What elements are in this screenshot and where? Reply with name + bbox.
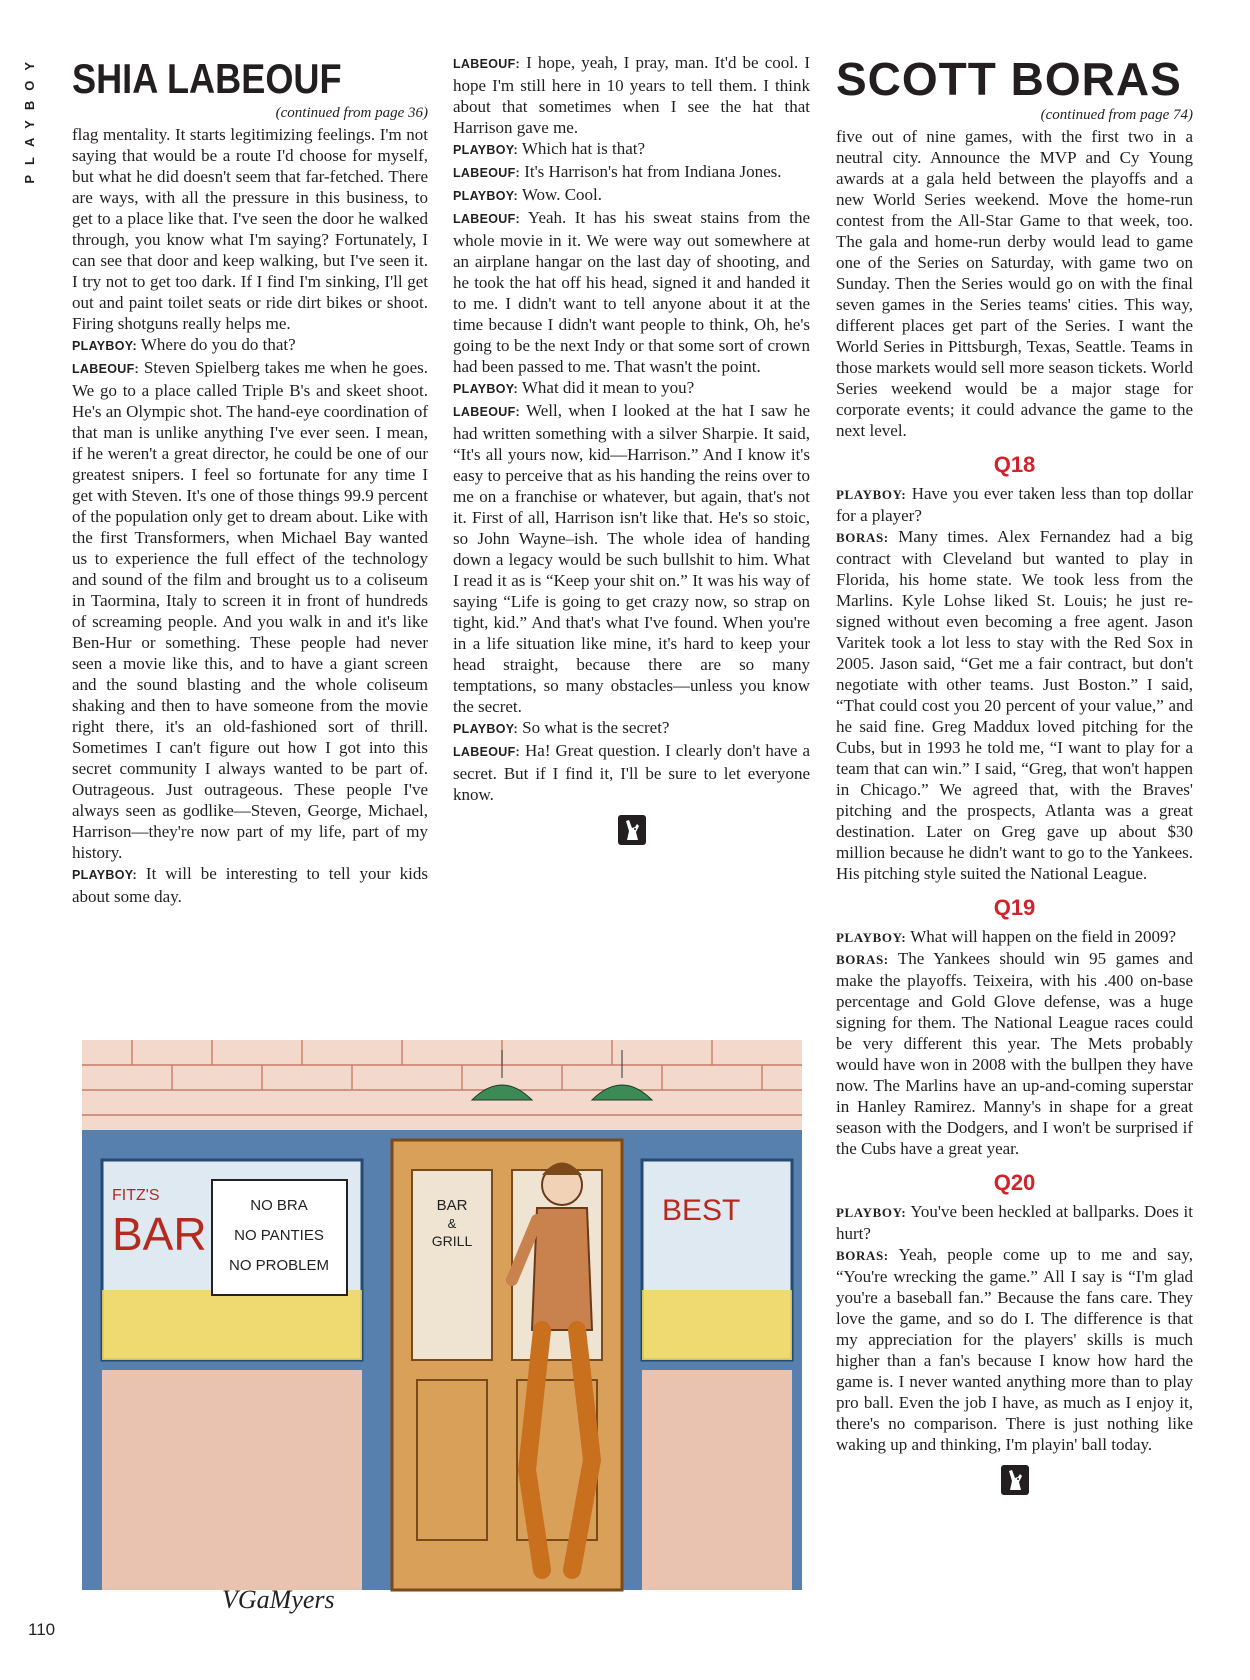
interview-paragraph <box>453 400 810 717</box>
question-number: Q18 <box>993 452 1036 477</box>
labeouf-col2-body <box>453 52 810 805</box>
speaker-label: PLAYBOY: <box>453 143 518 157</box>
interview-paragraph <box>453 740 810 805</box>
speaker-label: LABEOUF: <box>453 745 520 759</box>
question-block <box>836 926 1193 1159</box>
bar-sign-small: FITZ'S <box>112 1187 160 1204</box>
paragraph-text: Which hat is that? <box>517 139 646 158</box>
interview-paragraph <box>836 526 1193 884</box>
speaker-label: BORAS: <box>836 1248 889 1263</box>
speaker-label: BORAS: <box>836 952 889 967</box>
paragraph-text: Where do you do that? <box>136 335 296 354</box>
page-number: 110 <box>28 1620 56 1639</box>
interview-paragraph <box>72 863 428 907</box>
paragraph-text: Have you ever taken less than top dollar for a player? <box>836 484 1193 525</box>
playboy-bunny-icon-end <box>1001 1465 1029 1495</box>
labeouf-continued-note: (continued from page 36) <box>275 105 428 121</box>
cartoon-svg <box>72 1030 808 1620</box>
labeouf-headline: SHIA LABEOUF <box>72 55 342 102</box>
interview-paragraph <box>72 124 428 334</box>
paragraph-text: Wow. Cool. <box>517 185 603 204</box>
speaker-label: PLAYBOY: <box>72 868 137 882</box>
boras-column <box>836 52 1193 1495</box>
labeouf-col1-body <box>72 124 428 907</box>
interview-paragraph <box>453 138 810 161</box>
interview-paragraph <box>836 926 1193 948</box>
question-number: Q19 <box>993 895 1036 920</box>
interview-paragraph <box>453 161 810 184</box>
playboy-bunny-icon <box>618 815 646 845</box>
paragraph-text: Ha! Great question. I clearly don't have a secret. But if I find it, I'll be sure to let everyone know. <box>453 741 810 804</box>
window-right-text: BEST <box>662 1194 741 1227</box>
poster-line-2: NO PANTIES <box>234 1227 324 1244</box>
speaker-label: PLAYBOY: <box>453 722 518 736</box>
paragraph-text: What will happen on the field in 2009? <box>906 927 1177 946</box>
paragraph-text: You've been heckled at ballparks. Does it hurt? <box>836 1202 1193 1243</box>
speaker-label: LABEOUF: <box>453 212 520 226</box>
interview-paragraph <box>453 184 810 207</box>
paragraph-text: It's Harrison's hat from Indiana Jones. <box>519 162 782 181</box>
speaker-label: PLAYBOY: <box>453 382 518 396</box>
cartoon-signature: VGaMyers <box>222 1585 335 1614</box>
paragraph-text: Many times. Alex Fernandez had a big contract with Cleveland but wanted to play in Florida, his home state. We took less from the Marlins. Kyle Lohse liked St. Louis; he just re-signed without even becoming a free agent. Jason Varitek took a lot less to stay with the Red Sox in 2005. Jason said, “Get me a fair contract, but don't negotiate with other teams. Just Boston.” I said, “That could cost you 20 percent of your value,” and he said fine. Greg Maddux loved pitching for the Cubs, but in 1993 he told me, “I want to play for a team that can win.” I said, “Greg, that won't happen in Chicago.” We agreed that, with the Braves' pitching and the prospects, Atlanta was a great destination. Later on Greg gave up about $30 million because he didn't want to go to the Yankees. His pitching style suited the National League. <box>836 527 1193 883</box>
paragraph-text: Well, when I looked at the hat I saw he had written something with a silver Sharpie. It said, “It's all yours now, kid—Harrison.” And I know it's easy to perceive that as his handing the reins over to me on a franchise or whatever, but again, that's not it. First of all, Harrison isn't like that. He's so stoic, so John Wayne–ish. The whole idea of handing down a legacy would be such bullshit to him. What I read it as is “Keep your shit on.” It was his way of saying “Life is going to get crazy now, so strap on tight, kid.” And that's what I've found. When you're in a life situation like mine, it's hard to keep your head straight, because there are so many temptations, so many obstacles—unless you know the secret. <box>453 401 810 716</box>
paragraph-text: Yeah. It has his sweat stains from the whole movie in it. We were way out somewhere at an airplane hangar on the last day of shooting, and he took the hat off his head, signed it and handed it to me. I didn't want to tell anyone about it at the time because I didn't want people to think, Oh, he's going to be the next Indy or that some sort of crown had been passed to me. That wasn't the point. <box>453 208 810 376</box>
bar-cartoon-illustration <box>72 1030 808 1620</box>
speaker-label: LABEOUF: <box>453 405 520 419</box>
poster-line-3: NO PROBLEM <box>228 1257 330 1274</box>
interview-paragraph <box>836 1244 1193 1455</box>
speaker-label: PLAYBOY: <box>836 930 907 945</box>
labeouf-column-1 <box>72 52 428 907</box>
interview-paragraph <box>453 52 810 138</box>
interview-paragraph <box>836 1201 1193 1244</box>
interview-paragraph <box>72 357 428 863</box>
paragraph-text: It will be interesting to tell your kids about some day. <box>72 864 428 906</box>
question-block <box>836 483 1193 884</box>
poster-line-1: NO BRA <box>250 1197 308 1214</box>
speaker-label: PLAYBOY: <box>836 487 907 502</box>
interview-paragraph <box>836 483 1193 526</box>
boras-intro-paragraph: five out of nine games, with the first two in a neutral city. Announce the MVP and Cy Young awards at a gala held between the playoffs and a new World Series weekend. Move the home-run contest from the All-Star Game to that week, too. The gala and home-run derby would lead to game one of the Series on Saturday, with game two on Sunday. Then the Series would go on with the final seven games in the Series teams' cities. This way, different places get part of the Series. I want the World Series in Pittsburgh, Texas, Seattle. Teams in those markets would sell more season tickets. World Series weekend would be a major stage for corporate events; it could advance the game to the next level. <box>836 127 1193 440</box>
interview-paragraph <box>836 948 1193 1159</box>
labeouf-column-2 <box>453 52 810 845</box>
door-sign-3: GRILL <box>431 1233 473 1249</box>
speaker-label: LABEOUF: <box>453 57 520 71</box>
paragraph-text: I hope, yeah, I pray, man. It'd be cool. I hope I'm still here in 10 years to tell them. I think about that sometimes when I see the hat that Harrison gave me. <box>453 53 810 137</box>
door-sign-1: BAR <box>436 1197 468 1214</box>
boras-sections <box>836 453 1193 1455</box>
paragraph-text: flag mentality. It starts legitimizing feelings. I'm not saying that would be a route I'd choose for myself, but what he did doesn't seem that far-fetched. There are ways, with all the pressure in this business, to get to a place like that. I've seen the door he walked through, you know what I'm saying? Fortunately, I can see that door and keep walking, but I've seen it. I try not to get too dark. If I find I'm sinking, I'll get out and paint toilet seats or ride dirt bikes or shoot. Firing shotguns really helps me. <box>72 125 428 333</box>
speaker-label: PLAYBOY: <box>836 1205 907 1220</box>
bar-sign: BAR <box>112 1208 207 1260</box>
paragraph-text: The Yankees should win 95 games and make the playoffs. Teixeira, with his .400 on-base percentage and Gold Glove defense, was a huge signing for them. The National League races could be very different this year. The Mets probably would have won in 2008 with the bullpen they have now. The Marlins have an up-and-coming superstar in Hanley Ramirez. Manny's in shape for a great season with the Dodgers, and I won't be surprised if the Cubs have a great year. <box>836 949 1193 1158</box>
paragraph-text: What did it mean to you? <box>517 378 695 397</box>
paragraph-text: Steven Spielberg takes me when he goes. We go to a place called Triple B's and skeet shoot. He's an Olympic shot. The hand-eye coordination of that man is unlike anything I've ever seen. I mean, if he weren't a great director, he could be one of our greatest snipers. I feel so fortunate for any time I get with Steven. It's one of those things 99.9 percent of the population only get to dream about. Like with the first Transformers, when Michael Bay wanted us to experience the full effect of the technology and sound of the film and brought us to a coliseum in Taormina, Italy to screen it in front of hundreds of screaming people. And you walk in and it's like Ben-Hur or something. These people had never seen a movie like this, and to have a giant screen and the sound blasting and the whole coliseum shaking and then to have someone from the movie right there, it's an old-fashioned sort of thrill. Sometimes I can't figure out how I got into this secret community I always wanted to be part of. Outrageous. Just outrageous. These people I've always seen as godlike—Steven, George, Michael, Harrison—they're now part of my life, part of my history. <box>72 358 428 862</box>
door-sign-2: & <box>447 1216 457 1231</box>
interview-paragraph <box>453 377 810 400</box>
brand-vertical-tag: PLAYBOY <box>22 52 37 184</box>
interview-paragraph <box>72 334 428 357</box>
speaker-label: PLAYBOY: <box>72 339 137 353</box>
question-number: Q20 <box>993 1170 1036 1195</box>
speaker-label: LABEOUF: <box>72 362 139 376</box>
paragraph-text: Yeah, people come up to me and say, “You're wrecking the game.” All I say is “I'm glad you're a baseball fan.” Because the fans care. They love the game, and so do I. The difference is that my appreciation for the players' skills is much higher than a fan's because I know how hard the game is. I never wanted anything more than to play pro ball. Even the job I have, as much as I enjoy it, there's no comparison. There is just nothing like waking up and thinking, I'm playin' ball today. <box>836 1245 1193 1454</box>
speaker-label: BORAS: <box>836 530 889 545</box>
speaker-label: LABEOUF: <box>453 166 520 180</box>
boras-continued-note: (continued from page 74) <box>1040 107 1193 123</box>
interview-paragraph <box>453 717 810 740</box>
boras-headline: SCOTT BORAS <box>836 53 1182 105</box>
paragraph-text: So what is the secret? <box>517 718 670 737</box>
interview-paragraph <box>453 207 810 377</box>
speaker-label: PLAYBOY: <box>453 189 518 203</box>
question-block <box>836 1201 1193 1455</box>
